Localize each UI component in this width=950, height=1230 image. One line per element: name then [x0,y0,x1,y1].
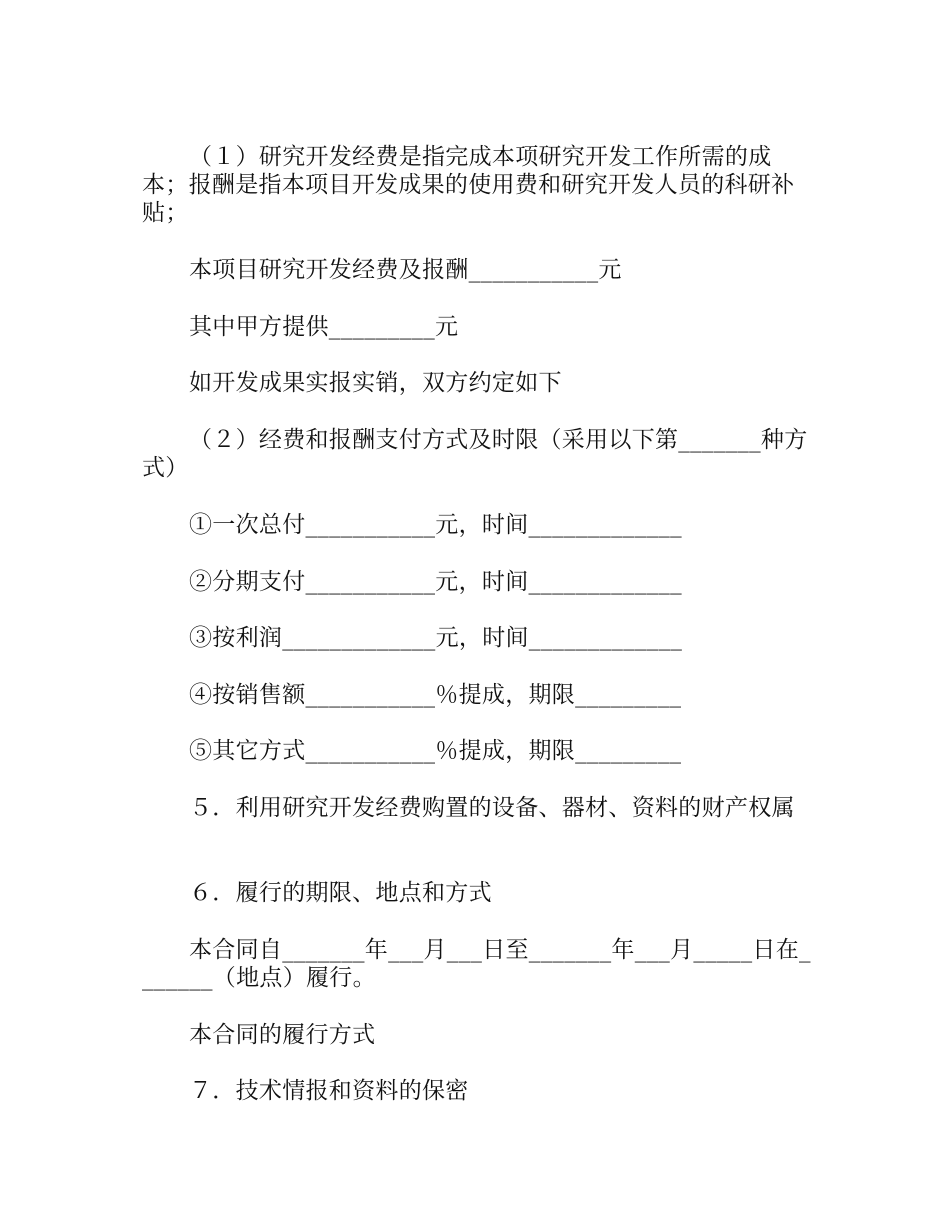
payment-option-sales: ④按销售额___________％提成，期限_________ [189,682,682,708]
clause-payment-method: （２）经费和报酬支付方式及时限（采用以下第_______种方式） [142,427,808,481]
performance-method-line: 本合同的履行方式 [189,1022,376,1048]
actual-reimbursement-line: 如开发成果实报实销，双方约定如下 [189,370,562,396]
section-7-heading: ７．技术情报和资料的保密 [189,1078,469,1104]
payment-option-profit: ③按利润_____________元，时间_____________ [189,625,683,651]
performance-period-line: 本合同自_______年___月___日至_______年___月_____日在_______（地点）履行。 [142,937,811,991]
payment-option-other: ⑤其它方式___________％提成，期限_________ [189,738,682,764]
section-6-heading: ６．履行的期限、地点和方式 [189,880,492,906]
clause-funding-definition: （１）研究开发经费是指完成本项研究开发工作所需的成本；报酬是指本项目开发成果的使用费和研究开发人员的科研补贴； [142,144,795,226]
payment-option-lump-sum: ①一次总付___________元，时间_____________ [189,512,682,538]
section-5-heading: ５．利用研究开发经费购置的设备、器材、资料的财产权属 [189,795,795,821]
total-funding-line: 本项目研究开发经费及报酬___________元 [189,257,622,283]
payment-option-installments: ②分期支付___________元，时间_____________ [189,569,682,595]
party-a-provision-line: 其中甲方提供_________元 [189,314,459,340]
